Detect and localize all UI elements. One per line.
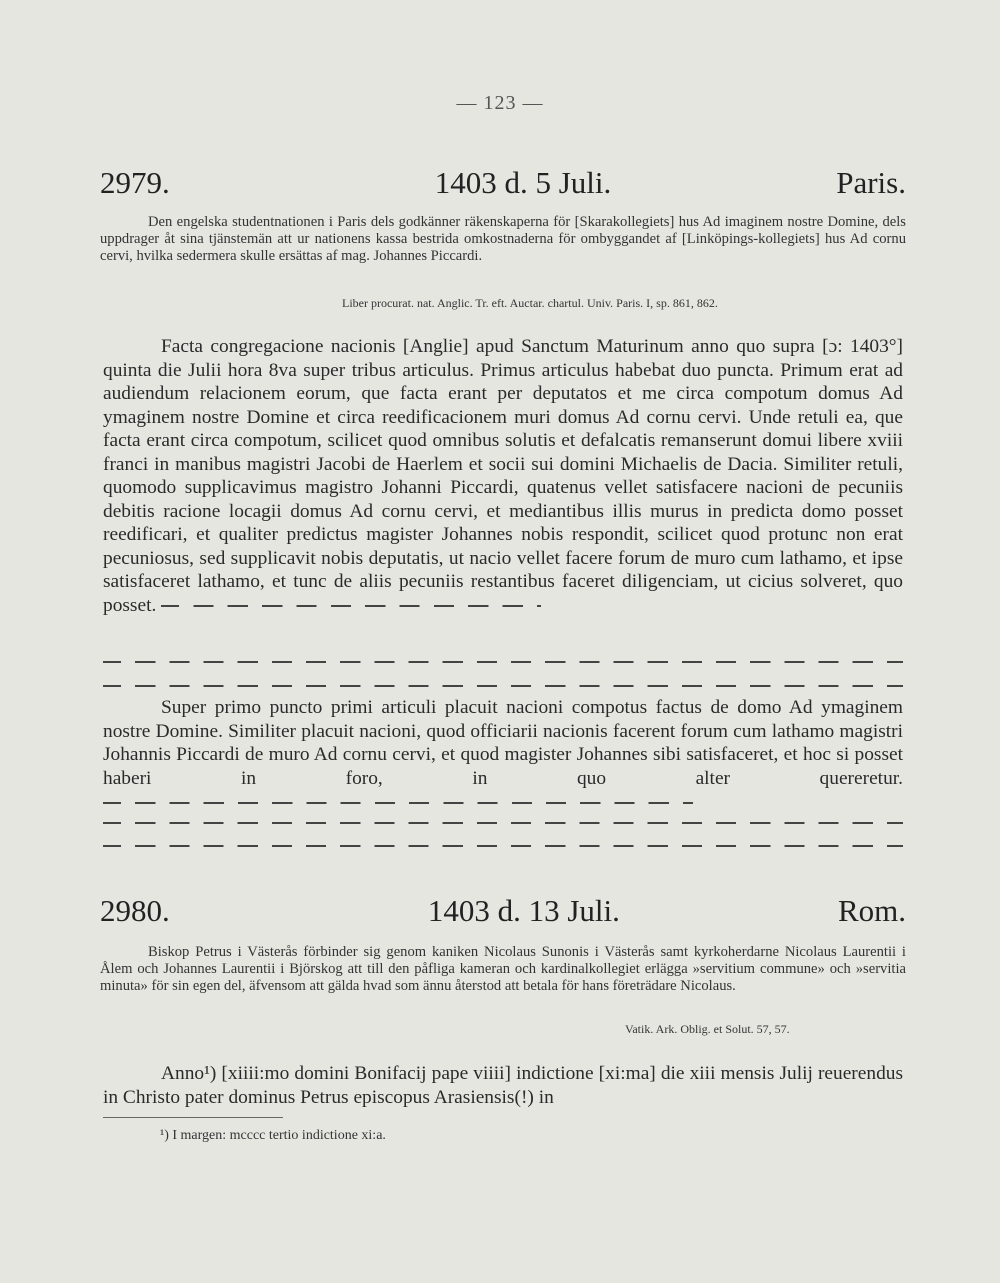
entry-place: Paris. <box>836 165 906 200</box>
entry-2979-source: Liber procurat. nat. Anglic. Tr. eft. Auctar. chartul. Univ. Paris. I, sp. 861, 862. <box>342 296 718 310</box>
entry-2980-heading <box>100 893 906 929</box>
footnote: ¹) I margen: mcccc tertio indictione xi:a. <box>160 1128 386 1143</box>
entry-2980-paragraph-1: Anno¹) [xiiii:mo domini Bonifacij pape viiii] indictione [xi:ma] die xiii mensis Julij reuerendus in Christo pater dominus Petrus episcopus Arasiensis(!) in <box>103 1063 903 1108</box>
entry-2980-source: Vatik. Ark. Oblig. et Solut. 57, 57. <box>625 1022 790 1036</box>
footnote-rule <box>103 1117 283 1118</box>
entry-date: 1403 d. 13 Juli. <box>427 893 620 928</box>
dash-fill <box>103 802 693 804</box>
dash-line <box>103 822 903 828</box>
entry-place: Rom. <box>837 893 906 928</box>
entry-2979-paragraph-1: Facta congregacione nacionis [Anglie] apud Sanctum Maturinum anno quo supra [ɔ: 1403°] quinta die Julii hora 8va super tribus articulus. Primus articulus habebat duo puncta. Primum erat ad audiendum relacionem eorum, que facta erant per deputatos et me circa compotum domus Ad ymaginem nostre Domine et circa reedificacionem muri domus Ad cornu cervi. Unde retuli ea, que facta erant circa compotum, scilicet quod omnibus solutis et defalcatis remanserunt domui libere xviii franci in manibus magistri Jacobi de Haerlem et socii sui domini Michaelis de Dacia. Similiter retuli, quomodo supplicavimus magistro Johanni Piccardi, quatenus vellet satisfacere nacioni de pecuniis debitis racione locagii domus Ad cornu cervi, et mediantibus illis murus in predicta domo posset reedificari, et qualiter predictus magister Johannes nobis respondit, scilicet quod protunc non erat pecuniosus, sed supplicavit nobis deputatis, ut nacio vellet facere forum de muro cum lathamo, et ipse satisfaceret lathamo, et tunc de aliis pecuniis restantibus faceret diligenciam, ut cicius solveret, quo posset. <box>103 336 903 616</box>
dash-line <box>103 845 903 851</box>
entry-2980-summary: Biskop Petrus i Västerås förbinder sig genom kaniken Nicolaus Sunonis i Västerås samt kyrkoherdarne Nicolaus Laurentii i Ålem och Johannes Laurentii i Björskog att till den påfliga kameran och kardinalkollegiet erlägga »servitium commune» och »servitia minuta» för sin egen del, äfvensom att gälda hvad som ännu återstod att betala för hans företrädare Nicolaus. <box>100 944 906 994</box>
page-number: — 123 — <box>456 92 544 114</box>
entry-date: 1403 d. 5 Juli. <box>434 165 612 200</box>
entry-2979-heading <box>100 165 906 201</box>
entry-2979-summary: Den engelska studentnationen i Paris dels godkänner räkenskaperna för [Skarakollegiets] hus Ad imaginem nostre Domine, dels uppdrager åt sina tjänstemän att ur nationens kassa bestrida omkostnaderna för ombyggandet af [Linköpings-kollegiets] hus Ad cornu cervi, hvilka sedermera skulle ersättas af mag. Johannes Piccardi. <box>100 214 906 264</box>
dash-line <box>103 685 903 691</box>
entry-number: 2980. <box>100 893 170 928</box>
entry-2979-paragraph-2: Super primo puncto primi articuli placuit nacioni compotus factus de domo Ad ymaginem nostre Domine. Similiter placuit nacioni, quod officiarii nacionis facerent forum cum lathamo magistri Johannis Piccardi de muro Ad cornu cervi, et quod magister Johannes sibi satisfaceret, et hoc si posset haberi in foro, in quo alter quereretur. <box>103 696 903 814</box>
dash-line <box>103 661 903 667</box>
dash-fill <box>161 605 541 607</box>
entry-number: 2979. <box>100 165 170 200</box>
